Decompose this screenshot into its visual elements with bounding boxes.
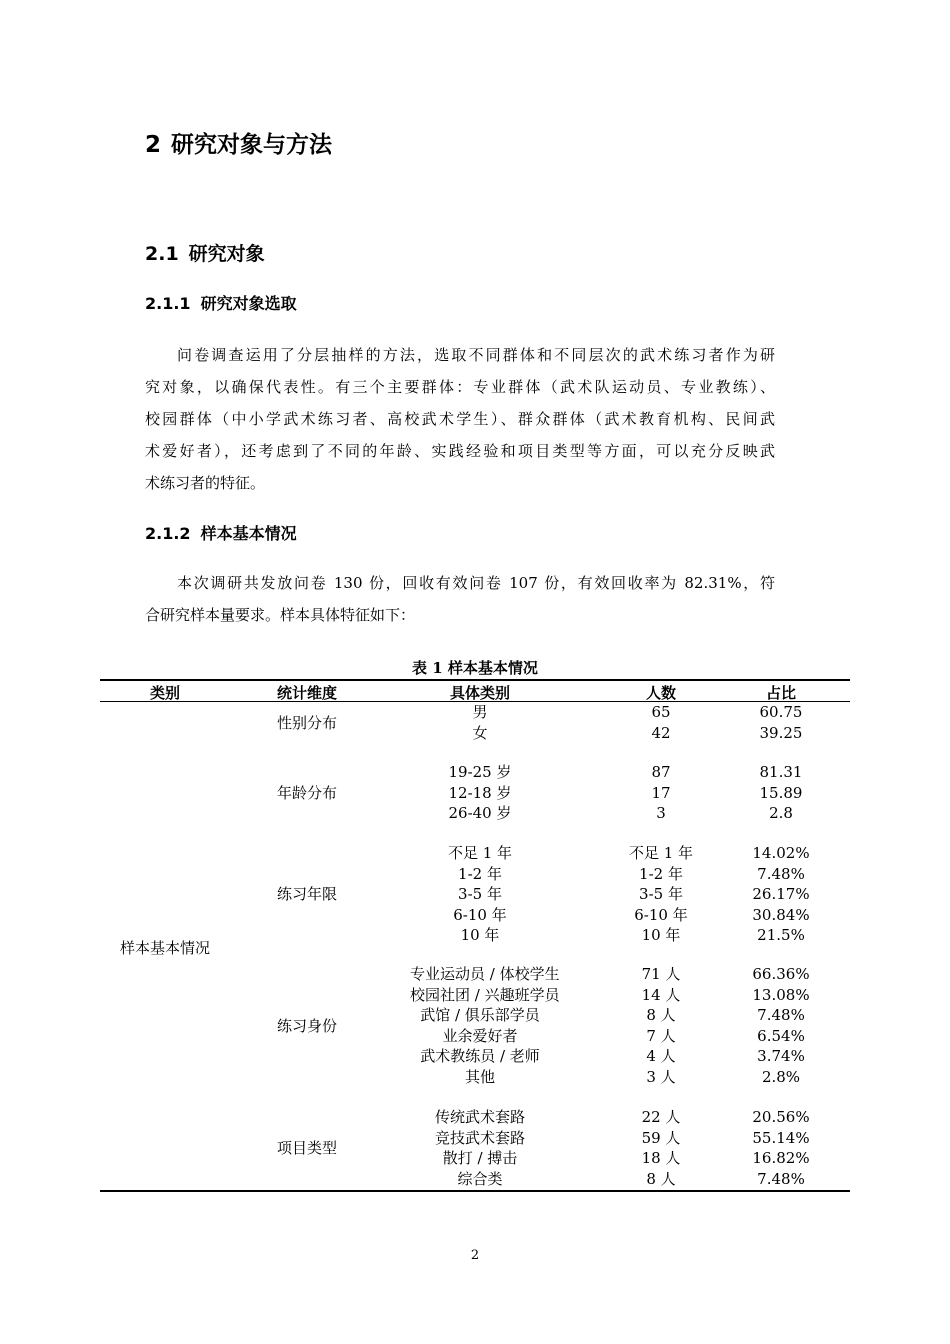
table-cell-type: 业余爱好者 [442, 1026, 518, 1045]
paragraph-line: 究对象，以确保代表性。有三个主要群体：专业群体（武术队运动员、专业教练）、 [145, 378, 775, 396]
section-title: 研究对象与方法 [171, 132, 333, 158]
table-cell-type: 女 [472, 723, 488, 742]
table-cell-percent: 7.48% [757, 1006, 805, 1024]
table-cell-count: 6-10 年 [634, 905, 688, 924]
table-cell-count: 59 人 [641, 1128, 681, 1147]
table-header-type: 具体类别 [449, 684, 510, 702]
paragraph-line: 问卷调查运用了分层抽样的方法，选取不同群体和不同层次的武术练习者作为研 [177, 346, 775, 364]
table-cell-percent: 2.8% [761, 1067, 801, 1086]
table-cell-percent: 16.82% [752, 1149, 810, 1167]
section-heading [145, 126, 332, 159]
page-number: 2 [470, 1248, 480, 1263]
table-cell-count: 22 人 [641, 1108, 681, 1126]
paragraph-sample-overview [145, 567, 775, 631]
table-dimension-cell: 练习身份 [276, 1016, 337, 1035]
table-cell-count: 65 [651, 703, 671, 721]
table-cell-type: 6-10 年 [453, 905, 507, 924]
table-cell-percent: 66.36% [752, 965, 810, 983]
table-top-rule [100, 679, 850, 681]
subsubsection-number: 2.1.1 [145, 294, 191, 313]
table-header-count: 人数 [645, 684, 676, 702]
table-cell-percent: 7.48% [757, 864, 805, 883]
table-dimension-cell: 项目类型 [276, 1139, 337, 1157]
paragraph-line: 本次调研共发放问卷 130 份，回收有效问卷 107 份，有效回收率为 82.31%，符 [177, 574, 775, 592]
table-cell-type: 26-40 岁 [448, 804, 512, 822]
subsubsection-heading-sample [145, 521, 297, 544]
table-cell-percent: 39.25 [759, 723, 803, 742]
table-cell-type: 校园社团 / 兴趣班学员 [410, 985, 560, 1004]
table-cell-type: 12-18 岁 [448, 783, 512, 802]
table-cell-count: 87 [651, 763, 671, 781]
table-cell-type: 19-25 岁 [448, 763, 512, 781]
table-cell-count: 3 [656, 804, 666, 822]
table-cell-count: 8 人 [646, 1006, 676, 1024]
table-cell-percent: 13.08% [752, 985, 810, 1004]
table-cell-count: 42 [651, 723, 671, 742]
subsubsection-heading-selection [145, 291, 297, 314]
table-dimension-cell: 年龄分布 [276, 783, 337, 802]
table-category-cell: 样本基本情况 [119, 939, 210, 957]
table-cell-count: 14 人 [641, 985, 681, 1004]
table-cell-percent: 2.8 [769, 804, 793, 822]
table-cell-type: 3-5 年 [458, 885, 502, 903]
table-cell-type: 不足 1 年 [447, 844, 513, 862]
table-cell-type: 武馆 / 俱乐部学员 [420, 1006, 540, 1024]
table-cell-percent: 60.75 [759, 703, 803, 721]
table-cell-type: 10 年 [460, 926, 500, 944]
table-cell-percent: 6.54% [757, 1026, 805, 1045]
table-cell-type: 传统武术套路 [434, 1108, 525, 1126]
table-caption: 表 1 样本基本情况 [412, 659, 538, 677]
subsection-heading [145, 239, 265, 266]
subsubsection-title: 样本基本情况 [200, 524, 297, 543]
table-cell-percent: 14.02% [752, 844, 810, 862]
paragraph-research-subjects [145, 339, 775, 499]
table-cell-percent: 81.31 [759, 763, 803, 781]
table-cell-count: 3 人 [646, 1067, 676, 1086]
table-dimension-cell: 练习年限 [276, 885, 337, 904]
table-cell-type: 其他 [464, 1067, 495, 1086]
table-cell-type: 男 [472, 703, 488, 721]
subsubsection-number: 2.1.2 [145, 524, 191, 543]
paragraph-line: 校园群体（中小学武术练习者、高校武术学生）、群众群体（武术教育机构、民间武 [145, 410, 775, 428]
table-cell-count: 8 人 [646, 1169, 676, 1188]
table-cell-count: 10 年 [641, 926, 681, 944]
table-cell-percent: 30.84% [752, 905, 810, 924]
table-cell-count: 7 人 [646, 1026, 676, 1045]
subsection-number: 2.1 [145, 243, 179, 265]
paragraph-line: 术练习者的特征。 [145, 474, 266, 492]
table-cell-type: 综合类 [457, 1169, 503, 1188]
table-cell-type: 1-2 年 [458, 864, 502, 883]
table-bottom-rule [100, 1190, 850, 1192]
paragraph-line: 合研究样本量要求。样本具体特征如下： [145, 606, 416, 624]
table-cell-percent: 3.74% [757, 1047, 805, 1065]
table-cell-percent: 7.48% [757, 1169, 805, 1188]
table-header-dimension: 统计维度 [276, 684, 337, 702]
table-cell-percent: 20.56% [752, 1108, 810, 1126]
table-cell-count: 4 人 [646, 1047, 676, 1065]
table-cell-count: 不足 1 年 [628, 844, 694, 862]
table-cell-percent: 21.5% [757, 926, 805, 944]
subsubsection-title: 研究对象选取 [200, 294, 297, 313]
table-cell-percent: 15.89 [759, 783, 803, 802]
table-cell-count: 1-2 年 [639, 864, 683, 883]
table-cell-type: 散打 / 搏击 [442, 1149, 518, 1167]
table-cell-type: 竞技武术套路 [434, 1128, 525, 1147]
table-header-percent: 占比 [765, 684, 796, 702]
table-cell-count: 18 人 [641, 1149, 681, 1167]
section-number: 2 [145, 132, 162, 158]
paragraph-line: 术爱好者），还考虑到了不同的年龄、实践经验和项目类型等方面，可以充分反映武 [145, 442, 775, 460]
table-cell-percent: 26.17% [752, 885, 810, 903]
table-dimension-cell: 性别分布 [276, 713, 337, 732]
table-cell-type: 专业运动员 / 体校学生 [410, 965, 560, 983]
table-cell-count: 71 人 [641, 965, 681, 983]
table-cell-count: 17 [651, 783, 671, 802]
table-cell-count: 3-5 年 [639, 885, 683, 903]
table-cell-percent: 55.14% [752, 1128, 810, 1147]
table-cell-type: 武术教练员 / 老师 [420, 1047, 540, 1065]
subsection-title: 研究对象 [188, 243, 265, 265]
table-header-category: 类别 [149, 684, 180, 702]
